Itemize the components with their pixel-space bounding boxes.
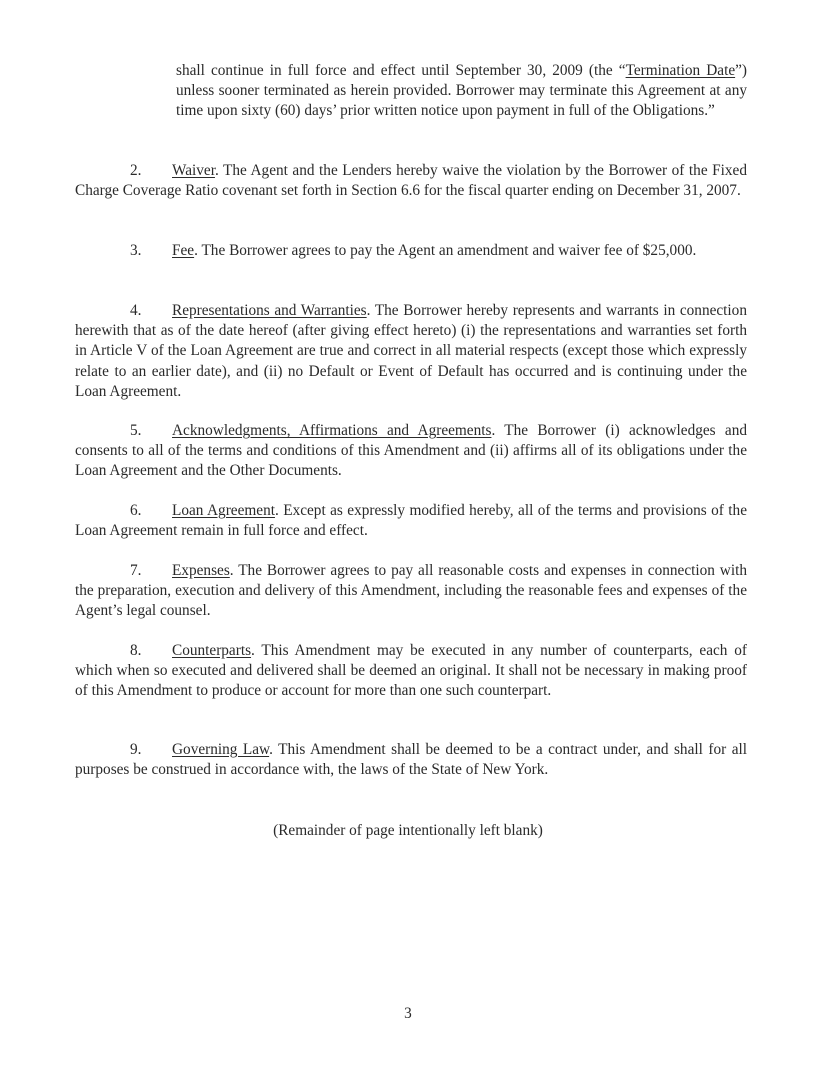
termination-date-term: Termination Date [625, 62, 736, 79]
section-expenses [75, 561, 747, 622]
section-waiver [75, 161, 747, 201]
section-number: 7. [130, 562, 142, 579]
section-text: . This Amendment shall be deemed to be a contract under, and shall for all purposes be construed in accordance with, the laws of the State of New York. [75, 741, 747, 779]
section-heading: Expenses [172, 562, 230, 579]
section-text: . The Borrower agrees to pay the Agent an amendment and waiver fee of $25,000. [194, 242, 697, 259]
section-text: . The Borrower (i) acknowledges and consents to all of the terms and conditions of this Amendment and (ii) affirms all of its obligations under the Loan Agreement and the Other Documents. [75, 422, 747, 480]
section-counterparts [75, 641, 747, 702]
section-number: 6. [130, 502, 142, 519]
section-text: . Except as expressly modified hereby, all of the terms and provisions of the Loan Agreement remain in full force and effect. [75, 502, 747, 540]
remainder-note: (Remainder of page intentionally left blank) [273, 822, 543, 839]
section-text: . The Agent and the Lenders hereby waive the violation by the Borrower of the Fixed Charge Coverage Ratio covenant set forth in Section 6.6 for the fiscal quarter ending on December 31, 2007. [75, 162, 747, 200]
section-heading: Representations and Warranties [172, 302, 367, 319]
section-text: . The Borrower agrees to pay all reasonable costs and expenses in connection with the preparation, execution and delivery of this Amendment, including the reasonable fees and expenses of the Agent’s legal counsel. [75, 562, 747, 620]
page-number: 3 [404, 1005, 412, 1022]
section-number: 2. [130, 162, 142, 179]
continuation-text-2: ”) unless sooner terminated as herein provided. Borrower may terminate this Agreement at any time upon sixty (60) days’ prior written notice upon payment in full of the Obligations.” [176, 62, 747, 120]
section-heading: Fee [172, 242, 195, 259]
section-heading: Waiver [172, 162, 215, 179]
section-heading: Loan Agreement [172, 502, 275, 519]
continuation-text-1: shall continue in full force and effect until September 30, 2009 (the “ [176, 62, 626, 79]
section-governing-law [75, 740, 747, 780]
section-number: 8. [130, 642, 142, 659]
section-text: . This Amendment may be executed in any number of counterparts, each of which when so executed and delivered shall be deemed an original. It shall not be necessary in making proof of this Amendment to produce or account for more than one such counterpart. [75, 642, 747, 700]
section-number: 5. [130, 422, 142, 439]
section-heading: Counterparts [172, 642, 252, 659]
section-fee [75, 241, 747, 261]
section-loan-agreement [75, 501, 747, 541]
section-text: . The Borrower hereby represents and warrants in connection herewith that as of the date hereof (after giving effect hereto) (i) the representations and warranties set forth in Article V of the Loan Agreement are true and correct in all material respects (except those which expressly relate to an earlier date), and (ii) no Default or Event of Default has occurred and is continuing under the Loan Agreement. [75, 302, 747, 400]
continuation-paragraph [176, 61, 747, 122]
section-number: 3. [130, 242, 142, 259]
section-representations [75, 301, 747, 402]
section-number: 4. [130, 302, 142, 319]
section-acknowledgments [75, 421, 747, 482]
section-number: 9. [130, 741, 142, 758]
section-heading: Acknowledgments, Affirmations and Agreements [172, 422, 492, 439]
section-heading: Governing Law [172, 741, 270, 758]
